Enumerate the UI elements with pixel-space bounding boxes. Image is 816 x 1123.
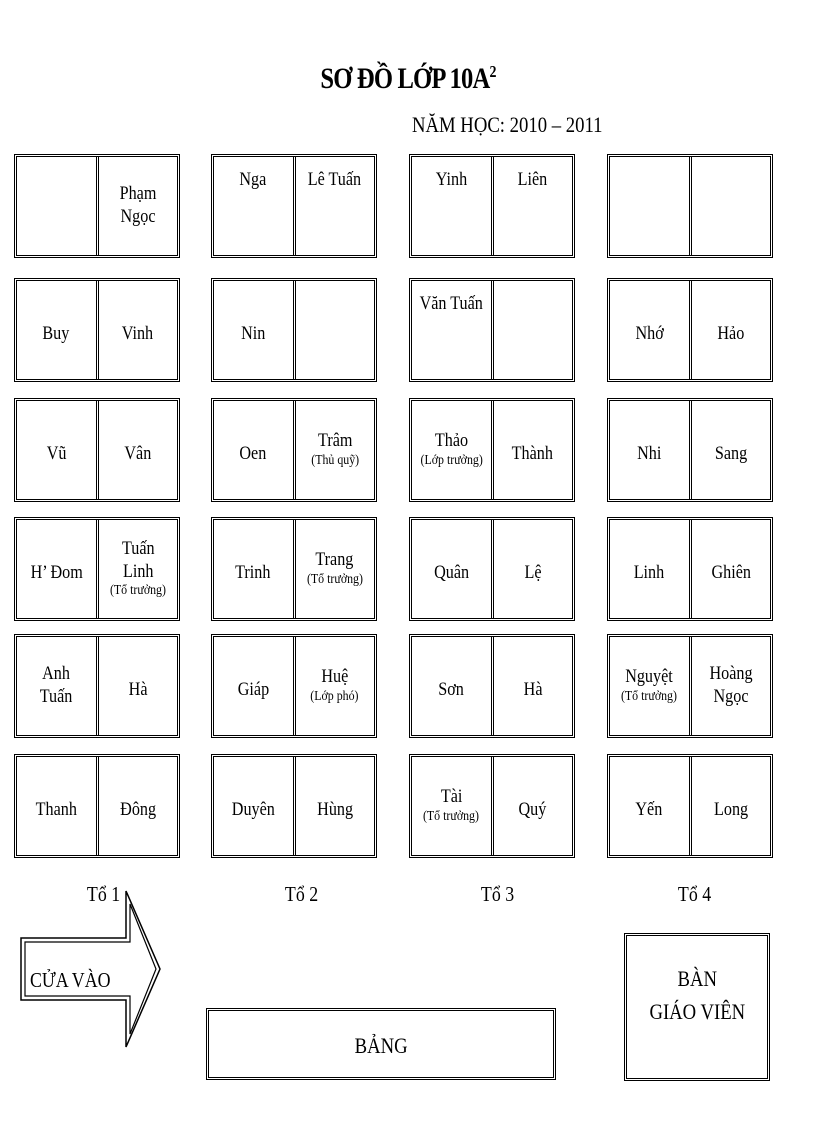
desk bbox=[409, 154, 575, 258]
desk bbox=[607, 398, 773, 502]
group-label: Tổ 3 bbox=[480, 882, 515, 906]
seat bbox=[692, 281, 771, 379]
seat bbox=[494, 401, 573, 499]
seat bbox=[692, 637, 771, 735]
student-name: Huệ bbox=[321, 666, 349, 688]
seat bbox=[99, 520, 178, 618]
seat bbox=[214, 637, 296, 735]
student-role: (Tổ trưởng) bbox=[109, 583, 166, 599]
desk bbox=[607, 517, 773, 621]
student-name: Liên bbox=[517, 169, 548, 190]
student-name: Hoàng Ngọc bbox=[709, 663, 753, 707]
student-name: Hùng bbox=[316, 798, 353, 820]
seat bbox=[17, 637, 99, 735]
student-name: Vinh bbox=[122, 322, 154, 344]
student-name: Trâm bbox=[317, 430, 352, 452]
school-year: NĂM HỌC: 2010 – 2011 bbox=[412, 112, 603, 137]
student-role: (Tổ trưởng) bbox=[621, 689, 678, 704]
seat bbox=[99, 281, 178, 379]
student-name: Trang bbox=[315, 549, 354, 571]
student-name: Hảo bbox=[717, 322, 745, 344]
desk bbox=[607, 278, 773, 382]
blackboard bbox=[206, 1008, 556, 1080]
page-title bbox=[73, 62, 742, 96]
student-role: (Thủ quỹ) bbox=[310, 453, 359, 468]
seat bbox=[214, 157, 296, 255]
seat bbox=[692, 520, 771, 618]
seat bbox=[494, 520, 573, 618]
seat bbox=[296, 157, 375, 255]
desk bbox=[409, 634, 575, 738]
seat bbox=[610, 520, 692, 618]
seat bbox=[692, 157, 771, 255]
student-name: H’ Đom bbox=[30, 561, 83, 583]
seat bbox=[610, 157, 692, 255]
student-name: Đông bbox=[119, 798, 156, 820]
desk bbox=[14, 517, 180, 621]
desk bbox=[211, 154, 377, 258]
teacher-desk-label-2: GIÁO VIÊN bbox=[649, 999, 745, 1024]
student-name: Thảo bbox=[434, 430, 468, 452]
student-name: Sang bbox=[714, 442, 747, 464]
seat bbox=[494, 157, 573, 255]
seat bbox=[99, 757, 178, 855]
student-name: Oen bbox=[239, 442, 267, 464]
student-name: Nhi bbox=[637, 442, 662, 464]
student-name: Nga bbox=[239, 169, 267, 190]
seat bbox=[17, 281, 99, 379]
seat bbox=[610, 281, 692, 379]
seat bbox=[296, 520, 375, 618]
seat bbox=[17, 520, 99, 618]
desk bbox=[211, 398, 377, 502]
student-name: Hà bbox=[523, 678, 543, 700]
seat bbox=[412, 757, 494, 855]
student-name: Hà bbox=[128, 678, 148, 700]
group-label: Tổ 2 bbox=[284, 882, 319, 906]
door-label: CỬA VÀO bbox=[30, 968, 111, 992]
seat bbox=[610, 401, 692, 499]
seat bbox=[17, 401, 99, 499]
seat bbox=[692, 757, 771, 855]
student-name: Văn Tuấn bbox=[419, 293, 483, 314]
student-name: Thanh bbox=[35, 798, 77, 820]
student-name: Linh bbox=[633, 561, 665, 583]
student-name: Giáp bbox=[237, 678, 269, 700]
seat bbox=[99, 157, 178, 255]
desk bbox=[14, 634, 180, 738]
title-text: SƠ ĐỒ LỚP 10A bbox=[320, 62, 490, 95]
student-role: (Lớp trưởng) bbox=[420, 453, 483, 468]
board-label: BẢNG bbox=[354, 1033, 408, 1058]
student-name: Quân bbox=[433, 561, 469, 583]
student-name: Vân bbox=[124, 442, 152, 464]
group-label: Tổ 1 bbox=[86, 882, 121, 906]
student-name: Nhớ bbox=[635, 322, 664, 344]
student-name: Quý bbox=[518, 798, 547, 820]
student-name: Yến bbox=[635, 798, 663, 820]
desk bbox=[607, 634, 773, 738]
title-superscript: 2 bbox=[489, 62, 496, 81]
student-name: Anh Tuấn bbox=[39, 663, 73, 707]
group-label: Tổ 4 bbox=[677, 882, 712, 906]
desk bbox=[607, 154, 773, 258]
student-name: Lệ bbox=[524, 561, 542, 583]
desk bbox=[14, 154, 180, 258]
desk bbox=[409, 398, 575, 502]
student-name: Nguyệt bbox=[625, 666, 674, 688]
seat bbox=[214, 281, 296, 379]
seat bbox=[412, 637, 494, 735]
student-role: (Tổ trưởng) bbox=[423, 809, 480, 824]
desk bbox=[607, 754, 773, 858]
student-name: Buy bbox=[42, 322, 70, 344]
seat bbox=[17, 157, 99, 255]
seat bbox=[296, 757, 375, 855]
student-name: Long bbox=[713, 798, 748, 820]
desk bbox=[409, 754, 575, 858]
desk bbox=[211, 517, 377, 621]
seat bbox=[214, 401, 296, 499]
student-name: Tuấn Linh bbox=[121, 537, 155, 582]
student-name: Phạm Ngọc bbox=[119, 183, 157, 227]
seat bbox=[296, 637, 375, 735]
seat bbox=[214, 757, 296, 855]
seat bbox=[412, 520, 494, 618]
seat bbox=[610, 757, 692, 855]
seat bbox=[412, 401, 494, 499]
student-name: Duyên bbox=[231, 798, 275, 820]
student-name: Yinh bbox=[435, 169, 467, 190]
seat bbox=[17, 757, 99, 855]
desk bbox=[211, 754, 377, 858]
desk bbox=[211, 278, 377, 382]
seat bbox=[412, 157, 494, 255]
seat bbox=[296, 401, 375, 499]
teacher-desk bbox=[624, 933, 770, 1081]
desk bbox=[14, 398, 180, 502]
desk bbox=[409, 278, 575, 382]
student-name: Trinh bbox=[235, 561, 271, 583]
student-name: Nin bbox=[241, 322, 266, 344]
seat bbox=[412, 281, 494, 379]
teacher-desk-label-1: BÀN bbox=[677, 966, 717, 991]
desk bbox=[14, 754, 180, 858]
student-name: Vũ bbox=[46, 442, 67, 464]
seat bbox=[494, 637, 573, 735]
seat bbox=[692, 401, 771, 499]
seat bbox=[296, 281, 375, 379]
student-name: Tài bbox=[440, 786, 463, 808]
student-role: (Tổ trưởng) bbox=[306, 572, 363, 587]
student-role: (Lớp phó) bbox=[310, 689, 359, 704]
seat bbox=[99, 637, 178, 735]
student-name: Sơn bbox=[438, 678, 465, 700]
desk bbox=[211, 634, 377, 738]
student-name: Lê Tuấn bbox=[308, 169, 362, 190]
seat bbox=[99, 401, 178, 499]
seat bbox=[494, 757, 573, 855]
seat bbox=[494, 281, 573, 379]
seat bbox=[214, 520, 296, 618]
seat bbox=[610, 637, 692, 735]
desk bbox=[14, 278, 180, 382]
student-name: Thành bbox=[512, 442, 554, 464]
student-name: Ghiên bbox=[711, 561, 751, 583]
desk bbox=[409, 517, 575, 621]
